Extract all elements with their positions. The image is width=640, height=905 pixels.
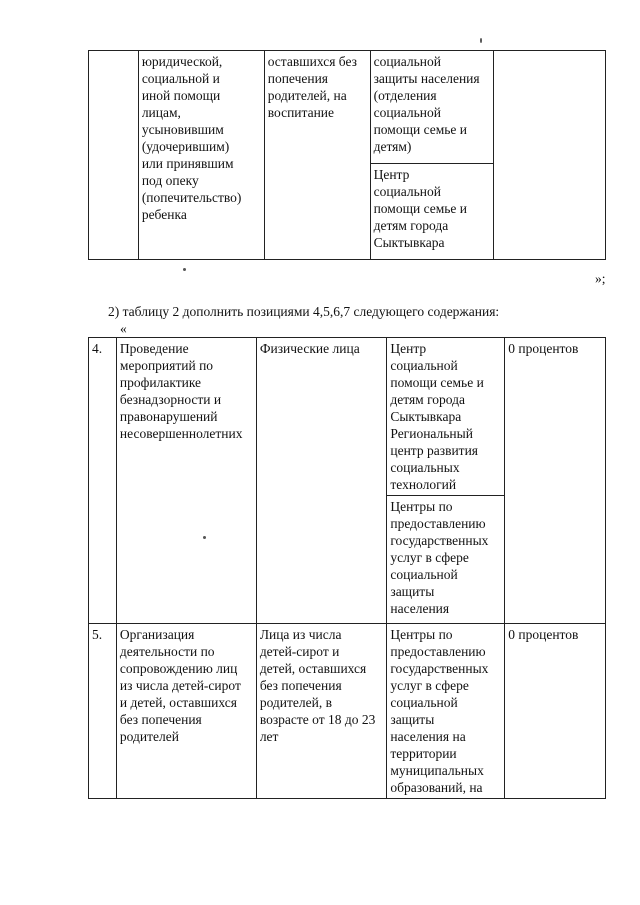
scan-speck [183,268,186,271]
providers-line: образований, на [390,780,483,795]
service-title-cell [116,338,256,624]
t1-provider-line: детям) [373,139,412,154]
closing-quote: »; [595,271,606,286]
opening-quote: « [120,321,127,336]
providers-line: социальной [390,567,458,582]
t1-service-line: под опеку [141,173,199,188]
providers-line: населения [390,601,450,616]
t1-service-line: иной помощи [141,88,221,103]
providers-line: социальной [390,358,458,373]
providers-line: Центр [390,341,427,356]
t1-provider-cell-b [370,164,494,260]
recipients-line: возрасте от 18 до 23 [259,712,376,727]
t1-service-line: усыновившим [141,122,224,137]
t1-recipient-line: попечения [267,71,329,86]
t1-provider-line: защиты населения [373,71,480,86]
t1-service-line: лицам, [141,105,181,120]
providers-cell-a [387,624,505,799]
providers-cell-b [387,496,505,624]
service-title-line: и детей, оставшихся [119,695,237,710]
t1-provider-line: Центр [373,167,410,182]
t1-fee-cell [494,51,606,260]
recipients-cell [256,624,387,799]
t1-service-line: социальной и [141,71,220,86]
t1-provider-line: социальной [373,184,441,199]
recipients-line: без попечения [259,678,342,693]
row-number: 4. [89,338,117,624]
recipients-line: детей-сирот и [259,644,340,659]
t1-service-line: (попечительство) [141,190,242,205]
t1-provider-line: помощи семье и [373,122,468,137]
providers-line: населения на [390,729,466,744]
service-title-line: мероприятий по [119,358,214,373]
providers-line: детям города [390,392,465,407]
amendment-paragraph: 2) таблицу 2 дополнить позициями 4,5,6,7 следующего содержания: [108,304,500,319]
recipients-line: родителей, в [259,695,332,710]
service-title-line: родителей [119,729,179,744]
service-title-line: деятельности по [119,644,215,659]
fee-cell: 0 процентов [505,624,606,799]
t1-recipient-line: родителей, на [267,88,347,103]
t1-recipient-cell [264,51,370,260]
t1-provider-line: социальной [373,54,441,69]
service-title-line: правонарушений [119,409,218,424]
recipients-line: детей, оставшихся [259,661,367,676]
row-number: 5. [89,624,117,799]
providers-line: государственных [390,533,489,548]
providers-line: помощи семье и [390,375,484,390]
fee-cell: 0 процентов [505,338,606,624]
providers-line: Региональный [390,426,473,441]
providers-line: защиты [390,712,435,727]
providers-line: социальной [390,695,458,710]
t1-recipient-line: воспитание [267,105,335,120]
t1-service-cell [138,51,264,260]
providers-line: технологий [390,477,457,492]
providers-line: защиты [390,584,435,599]
t1-service-line: или принявшим [141,156,234,171]
continued-table [88,50,606,260]
providers-line: Центры по [390,499,453,514]
service-title-line: профилактике [119,375,202,390]
providers-line: муниципальных [390,763,484,778]
t1-provider-line: Сыктывкара [373,235,445,250]
scan-speck [480,38,482,43]
recipients-cell [256,338,387,624]
providers-line: социальных [390,460,460,475]
t1-num-cell [89,51,139,260]
t1-service-line: юридической, [141,54,223,69]
service-title-cell [116,624,256,799]
service-title-line: Проведение [119,341,189,356]
t1-recipient-line: оставшихся без [267,54,357,69]
t1-service-line: (удочерившим) [141,139,230,154]
t1-provider-line: (отделения [373,88,437,103]
scan-speck [203,536,206,539]
providers-line: услуг в сфере [390,678,469,693]
providers-line: территории [390,746,457,761]
service-title-line: из числа детей-сирот [119,678,241,693]
service-title-line: сопровождению лиц [119,661,238,676]
service-title-line: Организация [119,627,195,642]
recipients-line: Физические лица [259,341,360,356]
table-row [89,338,606,496]
recipients-line: Лица из числа [259,627,342,642]
providers-line: центр развития [390,443,478,458]
t1-provider-line: помощи семье и [373,201,468,216]
providers-cell-a [387,338,505,496]
providers-line: Сыктывкара [390,409,462,424]
service-title-line: без попечения [119,712,202,727]
service-title-line: несовершеннолетних [119,426,243,441]
providers-line: услуг в сфере [390,550,469,565]
providers-line: Центры по [390,627,453,642]
t1-provider-line: социальной [373,105,441,120]
t1-provider-line: детям города [373,218,449,233]
providers-line: государственных [390,661,489,676]
t1-service-line: ребенка [141,207,187,222]
providers-line: предоставлению [390,644,486,659]
recipients-line: лет [259,729,279,744]
positions-table [88,337,606,799]
service-title-line: безнадзорности и [119,392,222,407]
providers-line: предоставлению [390,516,486,531]
table-row [89,624,606,799]
t1-provider-cell-a [370,51,494,164]
